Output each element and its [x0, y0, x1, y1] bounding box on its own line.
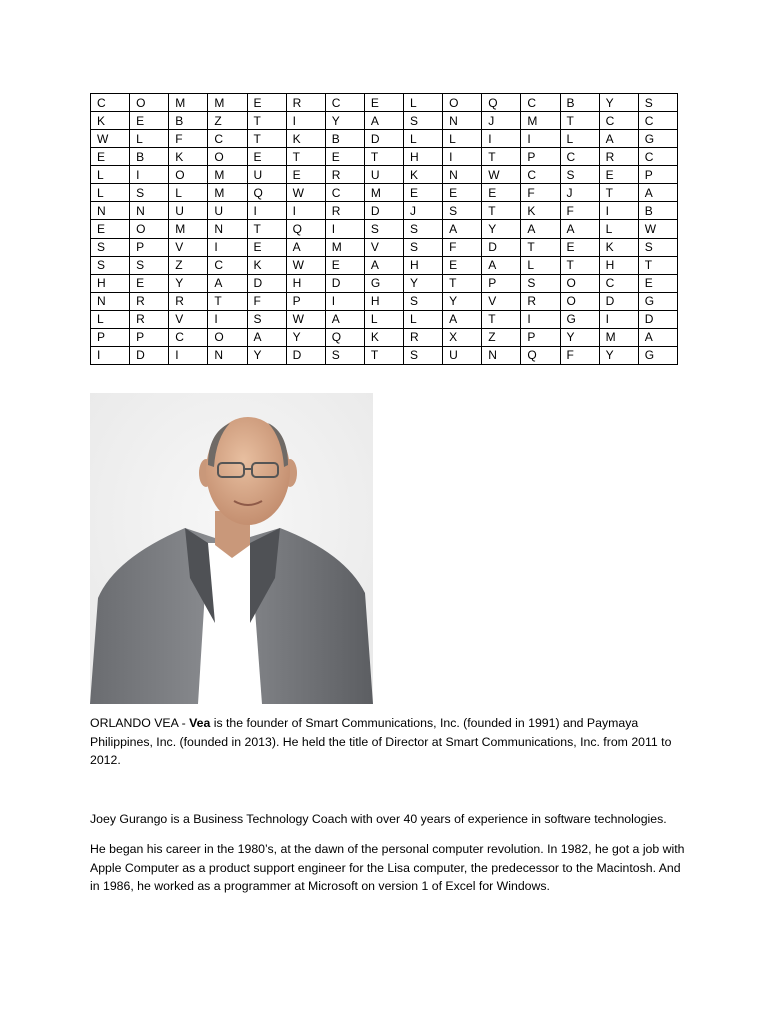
grid-cell: M [169, 94, 208, 112]
grid-cell: S [404, 346, 443, 364]
grid-cell: S [404, 238, 443, 256]
grid-cell: L [560, 130, 599, 148]
grid-cell: S [638, 94, 677, 112]
grid-cell: L [91, 166, 130, 184]
grid-cell: A [364, 256, 403, 274]
grid-cell: C [638, 112, 677, 130]
grid-cell: M [169, 220, 208, 238]
grid-cell: O [169, 166, 208, 184]
grid-cell: F [247, 292, 286, 310]
grid-cell: T [364, 148, 403, 166]
grid-cell: N [208, 220, 247, 238]
grid-cell: O [130, 220, 169, 238]
grid-cell: I [521, 310, 560, 328]
portrait-photo [90, 393, 373, 704]
grid-cell: Y [404, 274, 443, 292]
grid-cell: F [560, 346, 599, 364]
grid-cell: S [325, 346, 364, 364]
grid-cell: R [599, 148, 638, 166]
grid-cell: T [638, 256, 677, 274]
grid-cell: T [247, 220, 286, 238]
grid-cell: H [404, 148, 443, 166]
grid-cell: E [91, 148, 130, 166]
grid-row [91, 202, 678, 220]
grid-cell: I [325, 292, 364, 310]
grid-cell: B [638, 202, 677, 220]
grid-cell: N [208, 346, 247, 364]
grid-row [91, 274, 678, 292]
grid-cell: R [521, 292, 560, 310]
grid-cell: Y [443, 292, 482, 310]
grid-cell: L [364, 310, 403, 328]
grid-cell: L [599, 220, 638, 238]
grid-cell: R [325, 166, 364, 184]
grid-cell: H [599, 256, 638, 274]
grid-cell: K [404, 166, 443, 184]
grid-cell: P [286, 292, 325, 310]
grid-cell: A [443, 310, 482, 328]
grid-cell: L [521, 256, 560, 274]
grid-cell: F [443, 238, 482, 256]
grid-cell: S [247, 310, 286, 328]
grid-cell: S [91, 238, 130, 256]
grid-cell: Q [521, 346, 560, 364]
grid-cell: C [91, 94, 130, 112]
grid-cell: Q [482, 94, 521, 112]
grid-cell: S [443, 202, 482, 220]
grid-cell: N [91, 292, 130, 310]
grid-row [91, 184, 678, 202]
grid-cell: D [325, 274, 364, 292]
grid-row [91, 310, 678, 328]
grid-cell: P [482, 274, 521, 292]
grid-cell: G [638, 130, 677, 148]
grid-row [91, 112, 678, 130]
grid-cell: T [443, 274, 482, 292]
grid-cell: C [325, 184, 364, 202]
grid-cell: S [521, 274, 560, 292]
grid-cell: P [130, 238, 169, 256]
grid-cell: D [364, 202, 403, 220]
grid-cell: R [404, 328, 443, 346]
grid-cell: G [364, 274, 403, 292]
grid-cell: E [247, 148, 286, 166]
grid-cell: Y [599, 94, 638, 112]
grid-cell: E [91, 220, 130, 238]
grid-row [91, 346, 678, 364]
grid-cell: W [286, 310, 325, 328]
grid-cell: T [521, 238, 560, 256]
grid-cell: V [482, 292, 521, 310]
grid-cell: I [286, 202, 325, 220]
grid-cell: E [443, 256, 482, 274]
grid-cell: C [325, 94, 364, 112]
joey-gurango-career: He began his career in the 1980’s, at the dawn of the personal computer revolution. In 1982, he got a job with Apple Computer as a product support engineer for the Lisa computer, the predecessor to the Macintosh. And in 1986, he worked as a programmer at Microsoft on version 1 of Excel for Windows. [90, 842, 685, 893]
grid-cell: Z [482, 328, 521, 346]
grid-cell: J [404, 202, 443, 220]
grid-cell: I [91, 346, 130, 364]
grid-cell: H [404, 256, 443, 274]
grid-cell: Q [325, 328, 364, 346]
grid-cell: N [130, 202, 169, 220]
grid-cell: K [599, 238, 638, 256]
grid-cell: T [247, 112, 286, 130]
grid-cell: P [130, 328, 169, 346]
grid-cell: M [599, 328, 638, 346]
grid-cell: W [91, 130, 130, 148]
grid-cell: A [247, 328, 286, 346]
grid-cell: C [521, 94, 560, 112]
grid-cell: C [208, 130, 247, 148]
grid-cell: C [208, 256, 247, 274]
grid-cell: A [560, 220, 599, 238]
grid-cell: M [521, 112, 560, 130]
grid-cell: L [169, 184, 208, 202]
grid-cell: Z [169, 256, 208, 274]
grid-cell: A [286, 238, 325, 256]
grid-cell: U [443, 346, 482, 364]
grid-cell: O [208, 148, 247, 166]
grid-cell: P [521, 148, 560, 166]
grid-cell: D [364, 130, 403, 148]
grid-cell: A [599, 130, 638, 148]
grid-cell: W [638, 220, 677, 238]
grid-cell: S [560, 166, 599, 184]
grid-cell: G [638, 292, 677, 310]
grid-cell: L [404, 310, 443, 328]
grid-cell: V [364, 238, 403, 256]
grid-row [91, 166, 678, 184]
grid-cell: K [169, 148, 208, 166]
grid-cell: D [599, 292, 638, 310]
grid-cell: E [599, 166, 638, 184]
grid-cell: L [443, 130, 482, 148]
grid-cell: I [169, 346, 208, 364]
grid-cell: K [91, 112, 130, 130]
grid-cell: P [91, 328, 130, 346]
grid-cell: T [286, 148, 325, 166]
grid-cell: C [521, 166, 560, 184]
grid-cell: P [638, 166, 677, 184]
grid-cell: K [286, 130, 325, 148]
grid-cell: M [325, 238, 364, 256]
grid-cell: E [443, 184, 482, 202]
grid-cell: W [286, 256, 325, 274]
grid-cell: B [560, 94, 599, 112]
grid-row [91, 94, 678, 112]
grid-cell: S [404, 220, 443, 238]
grid-cell: M [364, 184, 403, 202]
grid-cell: E [130, 274, 169, 292]
grid-cell: D [247, 274, 286, 292]
grid-cell: E [325, 148, 364, 166]
orlando-vea-bio [90, 714, 690, 770]
grid-cell: V [169, 310, 208, 328]
grid-cell: M [208, 166, 247, 184]
grid-cell: A [521, 220, 560, 238]
grid-cell: E [482, 184, 521, 202]
grid-cell: W [482, 166, 521, 184]
grid-cell: K [521, 202, 560, 220]
grid-cell: T [482, 202, 521, 220]
grid-cell: U [169, 202, 208, 220]
grid-cell: R [130, 292, 169, 310]
grid-cell: E [247, 238, 286, 256]
grid-cell: I [599, 310, 638, 328]
grid-cell: T [482, 148, 521, 166]
grid-cell: A [482, 256, 521, 274]
grid-cell: C [599, 274, 638, 292]
grid-cell: H [91, 274, 130, 292]
grid-cell: A [443, 220, 482, 238]
grid-cell: E [325, 256, 364, 274]
grid-cell: L [130, 130, 169, 148]
grid-cell: I [208, 238, 247, 256]
grid-cell: E [638, 274, 677, 292]
grid-cell: C [560, 148, 599, 166]
grid-cell: Z [208, 112, 247, 130]
word-search-grid [90, 93, 678, 365]
grid-cell: P [521, 328, 560, 346]
grid-cell: F [560, 202, 599, 220]
grid-cell: C [599, 112, 638, 130]
grid-cell: B [325, 130, 364, 148]
grid-cell: O [208, 328, 247, 346]
grid-cell: E [286, 166, 325, 184]
grid-cell: A [638, 184, 677, 202]
grid-cell: E [404, 184, 443, 202]
grid-cell: Y [560, 328, 599, 346]
grid-cell: C [169, 328, 208, 346]
grid-cell: F [521, 184, 560, 202]
grid-cell: Q [247, 184, 286, 202]
grid-cell: T [364, 346, 403, 364]
grid-row [91, 238, 678, 256]
grid-cell: U [247, 166, 286, 184]
grid-row [91, 292, 678, 310]
grid-cell: N [482, 346, 521, 364]
bio-text: is the founder of Smart Communications, Inc. (founded in 1991) and Paymaya Philippines, Inc. (founded in 2013). He held the title of Director at Smart Communications, Inc. from 2011 to 2012. [90, 716, 672, 767]
grid-cell: I [443, 148, 482, 166]
grid-cell: T [208, 292, 247, 310]
grid-row [91, 220, 678, 238]
grid-cell: A [638, 328, 677, 346]
grid-cell: T [247, 130, 286, 148]
grid-cell: D [130, 346, 169, 364]
grid-cell: J [482, 112, 521, 130]
grid-cell: I [247, 202, 286, 220]
grid-cell: S [638, 238, 677, 256]
grid-cell: O [443, 94, 482, 112]
grid-cell: M [208, 184, 247, 202]
grid-cell: R [325, 202, 364, 220]
grid-cell: S [364, 220, 403, 238]
joey-gurango-intro: Joey Gurango is a Business Technology Coach with over 40 years of experience in software technologies. [90, 812, 667, 826]
grid-cell: H [364, 292, 403, 310]
grid-cell: V [169, 238, 208, 256]
grid-cell: L [404, 94, 443, 112]
grid-cell: E [247, 94, 286, 112]
grid-cell: I [130, 166, 169, 184]
grid-cell: E [364, 94, 403, 112]
grid-cell: E [560, 238, 599, 256]
grid-cell: O [560, 274, 599, 292]
grid-cell: I [325, 220, 364, 238]
grid-cell: C [638, 148, 677, 166]
grid-cell: G [560, 310, 599, 328]
grid-cell: T [482, 310, 521, 328]
grid-cell: D [286, 346, 325, 364]
grid-cell: L [91, 184, 130, 202]
grid-cell: R [130, 310, 169, 328]
grid-cell: I [208, 310, 247, 328]
grid-cell: O [130, 94, 169, 112]
grid-cell: R [169, 292, 208, 310]
grid-cell: A [325, 310, 364, 328]
grid-cell: N [443, 166, 482, 184]
grid-cell: I [482, 130, 521, 148]
grid-cell: D [638, 310, 677, 328]
grid-row [91, 130, 678, 148]
grid-cell: Y [247, 346, 286, 364]
grid-cell: N [91, 202, 130, 220]
grid-cell: U [364, 166, 403, 184]
grid-cell: T [560, 112, 599, 130]
grid-cell: Y [286, 328, 325, 346]
grid-cell: I [286, 112, 325, 130]
grid-cell: S [404, 112, 443, 130]
grid-cell: X [443, 328, 482, 346]
grid-cell: F [169, 130, 208, 148]
grid-cell: Y [325, 112, 364, 130]
grid-cell: R [286, 94, 325, 112]
grid-cell: I [521, 130, 560, 148]
grid-cell: B [130, 148, 169, 166]
grid-cell: H [286, 274, 325, 292]
grid-cell: T [560, 256, 599, 274]
grid-cell: T [599, 184, 638, 202]
grid-cell: U [208, 202, 247, 220]
grid-cell: N [443, 112, 482, 130]
grid-cell: A [364, 112, 403, 130]
grid-cell: Y [482, 220, 521, 238]
grid-cell: L [91, 310, 130, 328]
grid-cell: K [364, 328, 403, 346]
grid-cell: S [130, 256, 169, 274]
grid-row [91, 328, 678, 346]
grid-cell: M [208, 94, 247, 112]
grid-cell: B [169, 112, 208, 130]
grid-cell: J [560, 184, 599, 202]
grid-cell: K [247, 256, 286, 274]
grid-cell: W [286, 184, 325, 202]
grid-cell: Q [286, 220, 325, 238]
grid-row [91, 256, 678, 274]
grid-cell: L [404, 130, 443, 148]
grid-cell: S [91, 256, 130, 274]
grid-cell: Y [169, 274, 208, 292]
grid-row [91, 148, 678, 166]
grid-cell: E [130, 112, 169, 130]
grid-cell: S [130, 184, 169, 202]
grid-cell: G [638, 346, 677, 364]
grid-cell: O [560, 292, 599, 310]
grid-cell: Y [599, 346, 638, 364]
grid-cell: S [404, 292, 443, 310]
bio-name: ORLANDO VEA - [90, 716, 190, 730]
bio-bold-name: Vea [189, 716, 211, 730]
grid-cell: A [208, 274, 247, 292]
grid-cell: D [482, 238, 521, 256]
grid-cell: I [599, 202, 638, 220]
